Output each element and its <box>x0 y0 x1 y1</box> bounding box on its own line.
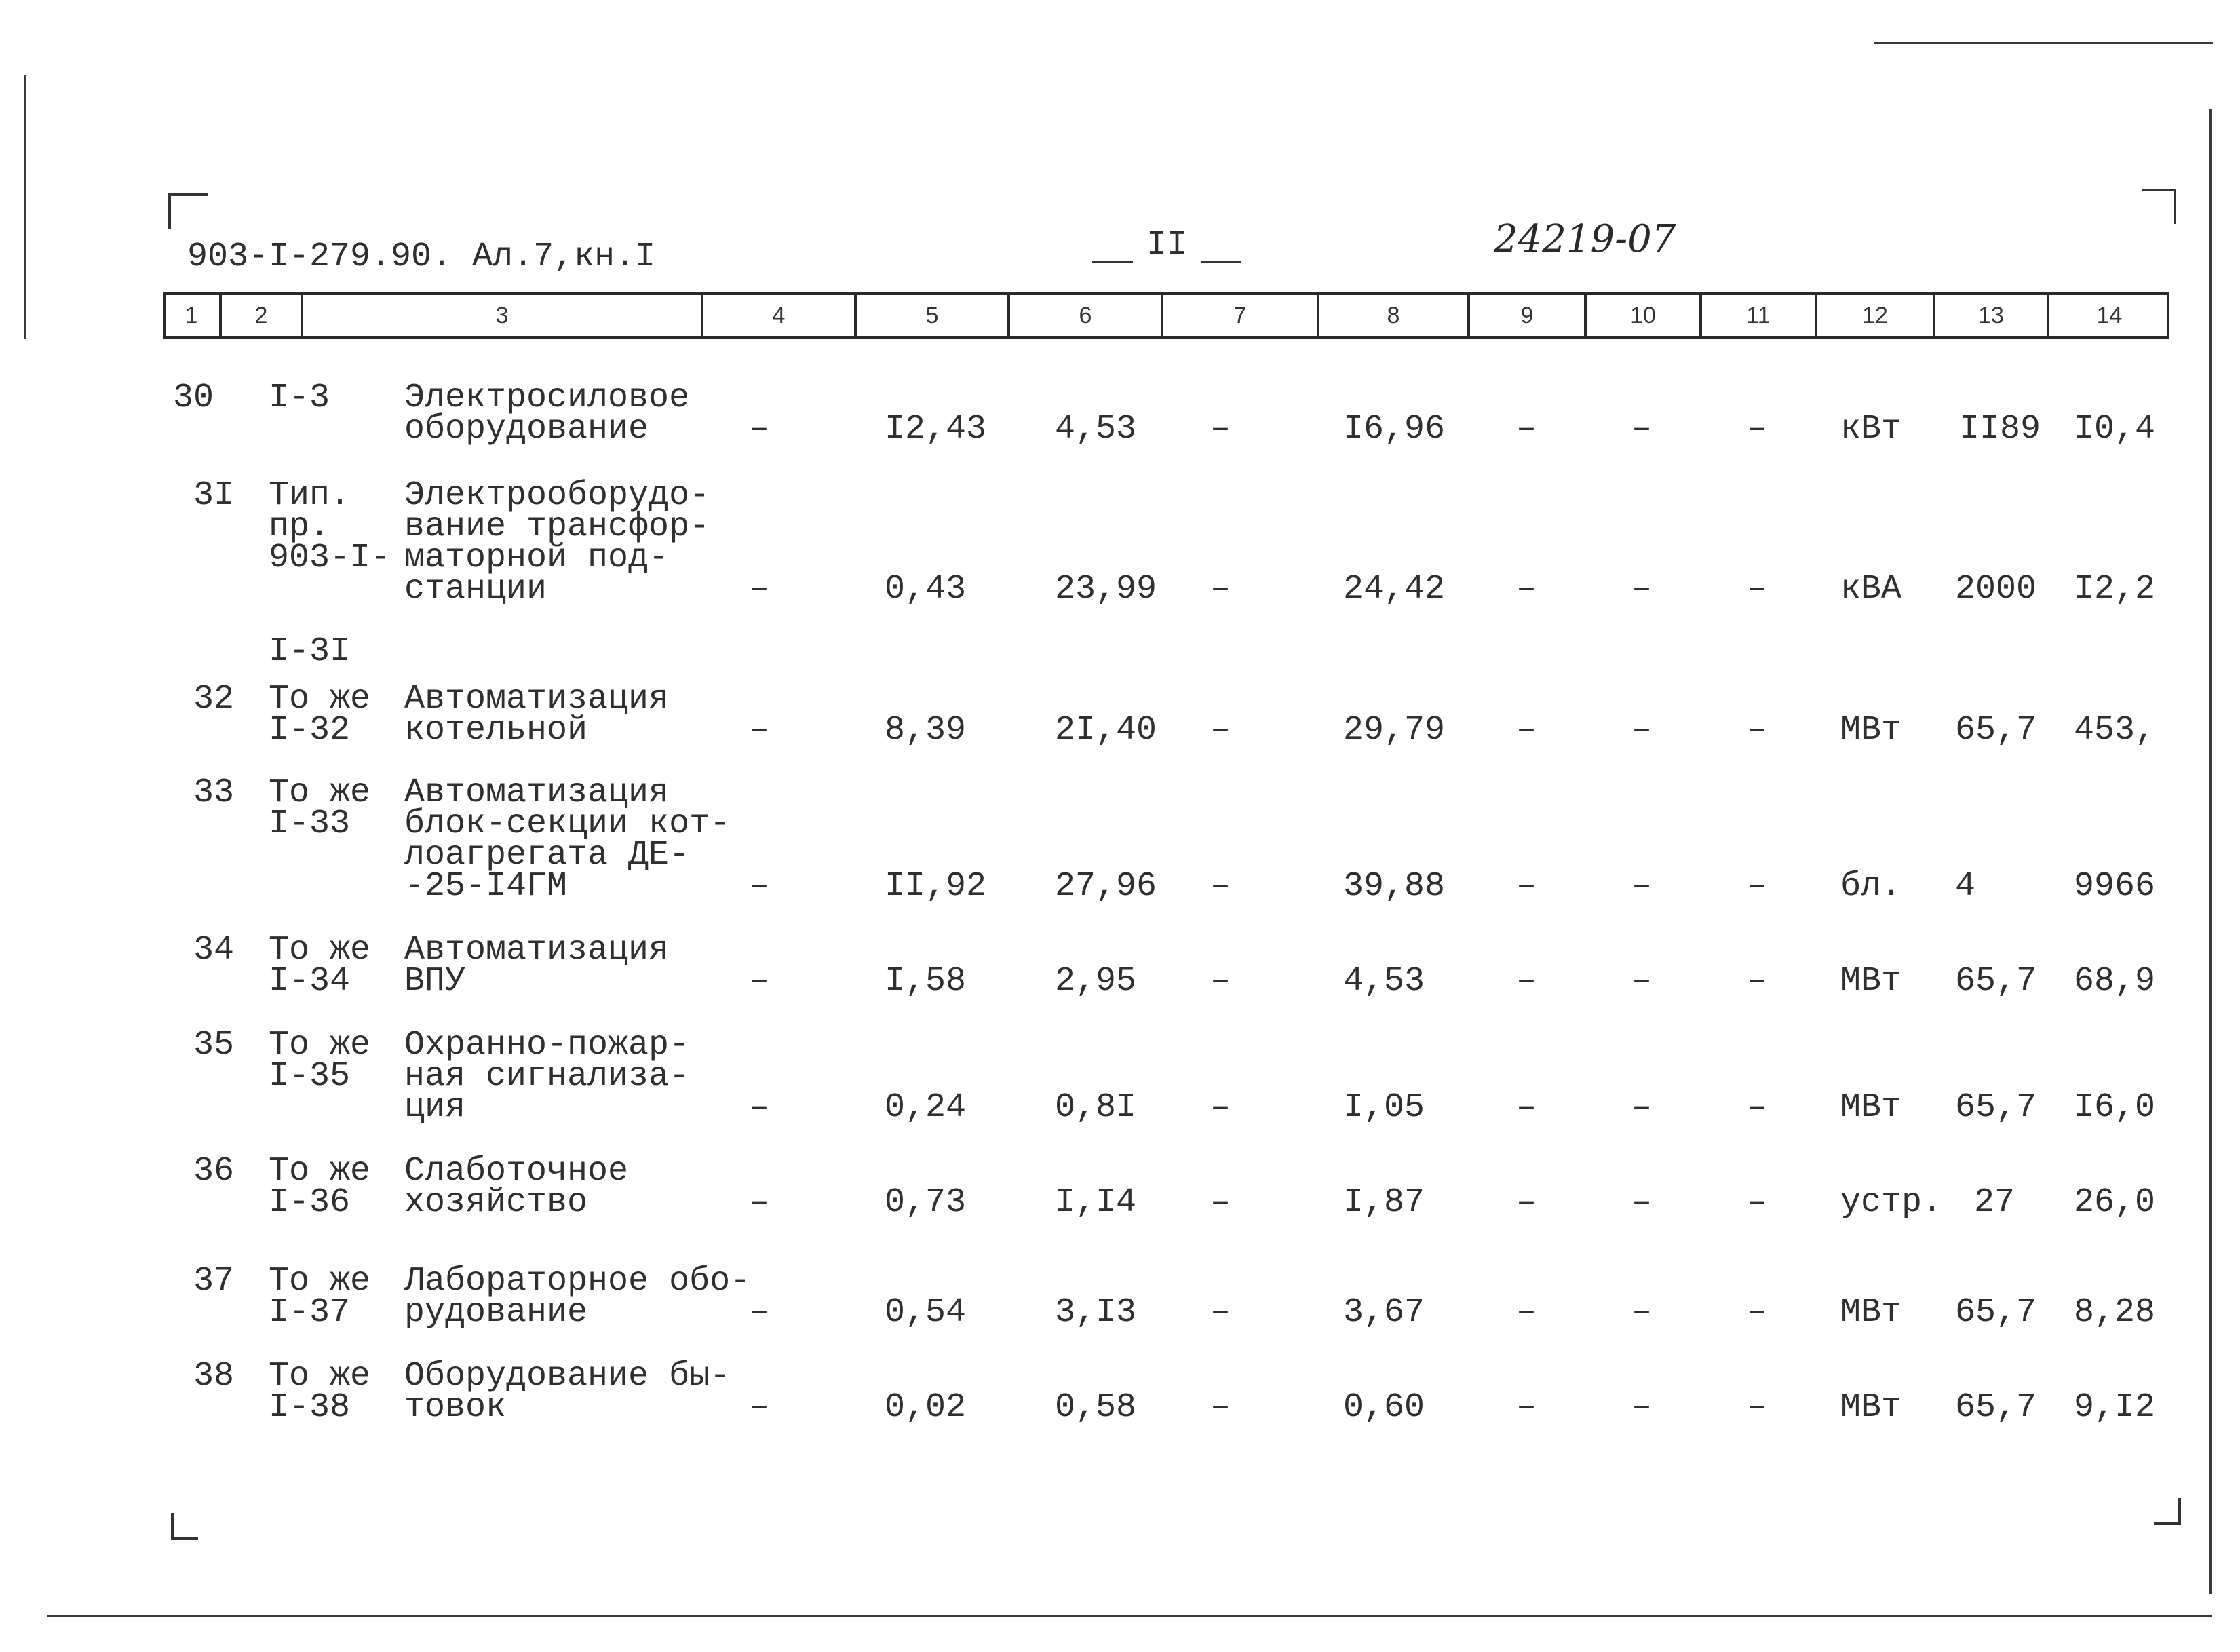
col10-value: – <box>1631 867 1653 906</box>
col5-value: 0,54 <box>885 1293 967 1332</box>
unit-value: бл. <box>1840 867 1902 906</box>
registration-number: 24219-07 <box>1494 217 1676 261</box>
col4-value: – <box>749 711 770 750</box>
col5-value: 0,73 <box>885 1183 967 1222</box>
col11-value: – <box>1747 711 1768 750</box>
col10-value: – <box>1631 1088 1653 1127</box>
col4-value: – <box>749 1183 770 1222</box>
col5-value: I2,43 <box>885 410 987 448</box>
col-header-11: 11 <box>1702 292 1817 339</box>
col11-value: – <box>1747 1388 1768 1427</box>
quantity-value: 65,7 <box>1955 1388 2037 1427</box>
col10-value: – <box>1631 570 1653 609</box>
col11-value: – <box>1747 867 1768 906</box>
col6-value: I,I4 <box>1055 1183 1137 1222</box>
col-header-14: 14 <box>2096 302 2123 328</box>
col5-value: 0,43 <box>885 570 967 609</box>
page-left-edge-line <box>24 75 26 339</box>
unit-value: МВт <box>1840 962 1902 1001</box>
project-reference: I-3 <box>269 379 330 417</box>
page-number <box>1092 226 1241 265</box>
col4-value: – <box>749 867 770 906</box>
col10-value: – <box>1631 1293 1653 1332</box>
page-number-dash-right <box>1201 261 1241 263</box>
col8-value: 39,88 <box>1343 867 1446 906</box>
col8-value: I,05 <box>1343 1088 1425 1127</box>
col7-value: – <box>1210 1183 1231 1222</box>
col-header-4: 4 <box>703 292 857 339</box>
col-header-7: 7 <box>1163 292 1319 339</box>
col-header-6: 6 <box>1010 292 1163 339</box>
col10-value: – <box>1631 410 1653 448</box>
row-number: 33 <box>193 773 235 812</box>
page-bottom-line <box>47 1615 2212 1617</box>
col11-value: – <box>1747 962 1768 1001</box>
col6-value: 2I,40 <box>1055 711 1157 750</box>
col6-value: 0,8I <box>1055 1088 1137 1127</box>
col11-value: – <box>1747 1293 1768 1332</box>
col6-value: 23,99 <box>1055 570 1157 609</box>
col14-value: 68,9 <box>2074 962 2156 1001</box>
col6-value: 27,96 <box>1055 867 1157 906</box>
col-header-2: 2 <box>222 292 303 339</box>
quantity-value: 65,7 <box>1955 962 2037 1001</box>
unit-value: МВт <box>1840 1088 1902 1127</box>
page-number-dash-left <box>1092 261 1133 263</box>
col7-value: – <box>1210 570 1231 609</box>
col9-value: – <box>1516 1388 1537 1427</box>
row-number: 32 <box>193 680 235 718</box>
col9-value: – <box>1516 410 1537 448</box>
quantity-value: 4 <box>1955 867 1976 906</box>
col4-value: – <box>749 1293 770 1332</box>
item-name: Автоматизация блок-секции кот- лоагрегата ДЕ- -25-I4ГМ <box>404 773 731 906</box>
quantity-value: 65,7 <box>1955 711 2037 750</box>
col4-value: – <box>749 1388 770 1427</box>
col10-value: – <box>1631 962 1653 1001</box>
col10-value: – <box>1631 711 1653 750</box>
col5-value: I,58 <box>885 962 967 1001</box>
row-number: 38 <box>193 1357 235 1396</box>
col10-value: – <box>1631 1183 1653 1222</box>
corner-mark-top-right <box>2142 189 2176 224</box>
project-reference: То же I-35 <box>269 1026 371 1096</box>
col4-value: – <box>749 962 770 1001</box>
col14-value: 9,I2 <box>2074 1388 2156 1427</box>
col7-value: – <box>1210 1088 1231 1127</box>
col7-value: – <box>1210 1293 1231 1332</box>
document-code: 903-I-279.90. Ал.7,кн.I <box>187 237 656 276</box>
item-name: Электросиловое оборудование <box>404 379 690 448</box>
project-reference: То же I-32 <box>269 680 371 750</box>
col-header-5: 5 <box>857 292 1010 339</box>
row-number: 35 <box>193 1026 235 1064</box>
col14-value: I6,0 <box>2074 1088 2156 1127</box>
col-header-8: 8 <box>1319 292 1470 339</box>
col8-value: I6,96 <box>1343 410 1446 448</box>
col4-value: – <box>749 570 770 609</box>
item-name: Слаботочное хозяйство <box>404 1152 629 1222</box>
col-header-10: 10 <box>1587 292 1702 339</box>
col9-value: – <box>1516 711 1537 750</box>
col-header-9: 9 <box>1470 292 1587 339</box>
col11-value: – <box>1747 570 1768 609</box>
col8-value: I,87 <box>1343 1183 1425 1222</box>
project-reference: То же I-38 <box>269 1357 371 1427</box>
col14-value: I2,2 <box>2074 570 2156 609</box>
col7-value: – <box>1210 711 1231 750</box>
row-number: 36 <box>193 1152 235 1191</box>
project-reference: То же I-34 <box>269 931 371 1001</box>
corner-mark-top-left <box>168 193 208 229</box>
item-name: Оборудование бы- товок <box>404 1357 731 1427</box>
col8-value: 29,79 <box>1343 711 1446 750</box>
col9-value: – <box>1516 1183 1537 1222</box>
unit-value: МВт <box>1840 1293 1902 1332</box>
col8-value: 3,67 <box>1343 1293 1425 1332</box>
col-header-13: 13 <box>1935 292 2049 339</box>
col4-value: – <box>749 410 770 448</box>
col8-value: 24,42 <box>1343 570 1446 609</box>
col14-value: I0,4 <box>2074 410 2156 448</box>
row-number: 37 <box>193 1262 235 1301</box>
col14-value: 26,0 <box>2074 1183 2156 1222</box>
col11-value: – <box>1747 1183 1768 1222</box>
unit-value: устр. <box>1840 1183 1943 1222</box>
row-number: 3I <box>193 476 235 515</box>
col-header-3: 3 <box>303 292 703 339</box>
col4-value: – <box>749 1088 770 1127</box>
col5-value: II,92 <box>885 867 987 906</box>
corner-mark-bottom-left <box>171 1513 198 1540</box>
quantity-value: II89 <box>1959 410 2041 448</box>
page-top-right-line <box>1874 42 2213 44</box>
col8-value: 0,60 <box>1343 1388 1425 1427</box>
project-reference: То же I-36 <box>269 1152 371 1222</box>
page-number-text: II <box>1146 226 1188 265</box>
col9-value: – <box>1516 1088 1537 1127</box>
col14-value: 453, <box>2074 711 2156 750</box>
unit-value: кВт <box>1840 410 1902 448</box>
col6-value: 2,95 <box>1055 962 1137 1001</box>
col6-value: 3,I3 <box>1055 1293 1137 1332</box>
project-reference: То же I-33 <box>269 773 371 843</box>
quantity-value: 65,7 <box>1955 1293 2037 1332</box>
col10-value: – <box>1631 1388 1653 1427</box>
quantity-value: 2000 <box>1955 570 2037 609</box>
col-header-12: 12 <box>1817 292 1935 339</box>
col7-value: – <box>1210 867 1231 906</box>
row-number: 30 <box>173 379 214 417</box>
col7-value: – <box>1210 1388 1231 1427</box>
col5-value: 8,39 <box>885 711 967 750</box>
unit-value: кВА <box>1840 570 1902 609</box>
col8-value: 4,53 <box>1343 962 1425 1001</box>
col11-value: – <box>1747 410 1768 448</box>
col5-value: 0,02 <box>885 1388 967 1427</box>
item-name: Автоматизация котельной <box>404 680 670 750</box>
page-right-edge-line <box>2209 109 2212 1594</box>
col-header-1: 1 <box>163 292 222 339</box>
unit-value: МВт <box>1840 711 1902 750</box>
project-reference: Тип. пр. 903-I- I-3I <box>269 476 391 671</box>
col9-value: – <box>1516 962 1537 1001</box>
col6-value: 4,53 <box>1055 410 1137 448</box>
col9-value: – <box>1516 570 1537 609</box>
col11-value: – <box>1747 1088 1768 1127</box>
unit-value: МВт <box>1840 1388 1902 1427</box>
quantity-value: 65,7 <box>1955 1088 2037 1127</box>
col9-value: – <box>1516 1293 1537 1332</box>
col9-value: – <box>1516 867 1537 906</box>
col5-value: 0,24 <box>885 1088 967 1127</box>
item-name: Автоматизация ВПУ <box>404 931 670 1001</box>
col14-value: 8,28 <box>2074 1293 2156 1332</box>
row-number: 34 <box>193 931 235 969</box>
quantity-value: 27 <box>1974 1183 2015 1222</box>
item-name: Охранно-пожар- ная сигнализа- ция <box>404 1026 690 1127</box>
item-name: Электрооборудо- вание трансфор- маторной под- станции <box>404 476 710 609</box>
item-name: Лабораторное обо- рудование <box>404 1262 751 1332</box>
col7-value: – <box>1210 962 1231 1001</box>
col14-value: 9966 <box>2074 867 2156 906</box>
col6-value: 0,58 <box>1055 1388 1137 1427</box>
col7-value: – <box>1210 410 1231 448</box>
project-reference: То же I-37 <box>269 1262 371 1332</box>
corner-mark-bottom-right <box>2154 1498 2181 1525</box>
